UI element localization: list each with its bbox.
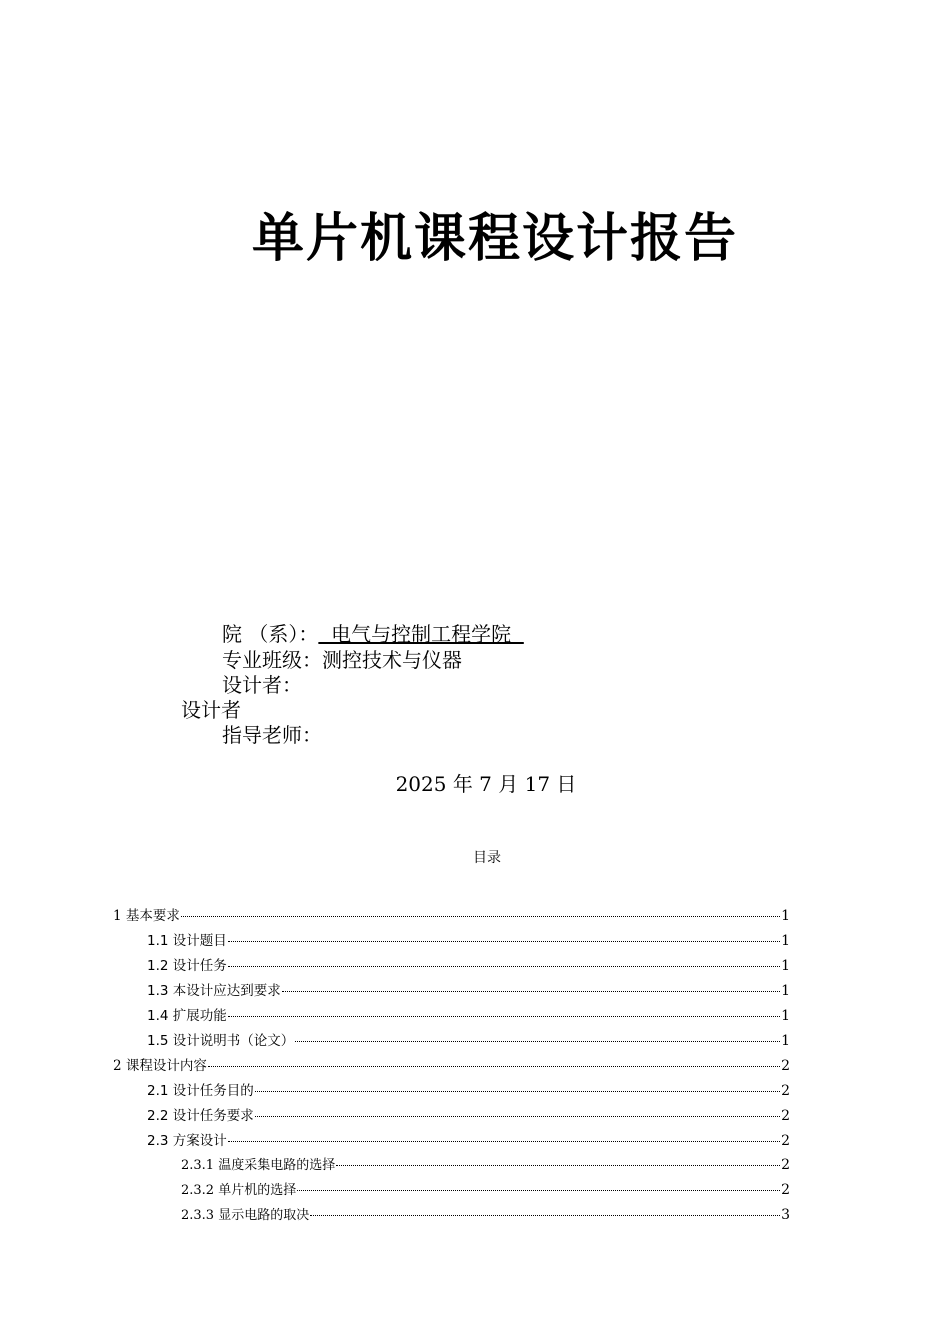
toc-entry[interactable] — [113, 1054, 790, 1079]
toc-entry[interactable] — [113, 904, 790, 929]
toc-entry-label: 2.3.2 单片机的选择 — [181, 1183, 297, 1198]
toc-entry-page: 2 — [781, 1182, 790, 1198]
toc-title: 目录 — [473, 850, 501, 866]
toc-entry-page: 2 — [781, 1108, 790, 1124]
toc-leader-dots — [310, 1215, 780, 1216]
toc-entry-label: 1.2 设计任务 — [147, 958, 227, 974]
toc-entry[interactable] — [113, 929, 790, 954]
department-line — [222, 621, 524, 647]
toc-entry[interactable] — [113, 1104, 790, 1129]
toc-entry-page: 1 — [781, 958, 790, 974]
toc-entry-page: 2 — [781, 1133, 790, 1149]
toc-leader-dots — [181, 916, 780, 917]
toc-entry-label: 2.2 设计任务要求 — [147, 1108, 254, 1124]
report-date: 2025 年 7 月 17 日 — [395, 772, 577, 796]
toc-entry[interactable] — [113, 954, 790, 979]
toc-entry[interactable] — [113, 1129, 790, 1154]
toc-entry-page: 1 — [781, 1033, 790, 1049]
toc-entry[interactable] — [113, 979, 790, 1004]
toc-entry[interactable] — [113, 1004, 790, 1029]
toc-entry[interactable] — [113, 1079, 790, 1104]
toc-entry-page: 2 — [781, 1058, 790, 1074]
toc-leader-dots — [228, 966, 780, 967]
toc-leader-dots — [255, 1116, 780, 1117]
toc-leader-dots — [336, 1165, 780, 1166]
toc-leader-dots — [295, 1041, 780, 1042]
advisor-label: 指导老师： — [222, 723, 322, 747]
toc-entry-label: 1.5 设计说明书（论文） — [147, 1033, 295, 1049]
major-line: 专业班级：测控技术与仪器 — [222, 648, 462, 672]
toc-entry-page: 1 — [781, 1008, 790, 1024]
department-label: 院 （系）： — [222, 622, 319, 646]
toc-entry-label: 2.3.1 温度采集电路的选择 — [181, 1158, 336, 1173]
toc-entry-page: 1 — [781, 983, 790, 999]
toc-leader-dots — [228, 1141, 780, 1142]
report-title: 单片机课程设计报告 — [251, 209, 738, 269]
toc-entry-label: 2.3.3 显示电路的取决 — [181, 1208, 310, 1223]
toc-entry-label: 2.3 方案设计 — [147, 1133, 227, 1149]
toc-leader-dots — [208, 1066, 780, 1067]
toc-leader-dots — [228, 1016, 780, 1017]
toc-entry-page: 2 — [781, 1083, 790, 1099]
toc-leader-dots — [228, 941, 780, 942]
toc-entry-page: 1 — [781, 908, 790, 924]
toc-entry-label: 2.1 设计任务目的 — [147, 1083, 254, 1099]
toc-leader-dots — [297, 1190, 780, 1191]
toc-entry-label: 1.4 扩展功能 — [147, 1008, 227, 1024]
toc-leader-dots — [282, 991, 780, 992]
designer-line-2: 设计者 — [181, 698, 241, 722]
department-value: 电气与控制工程学院 — [318, 622, 524, 646]
toc-entry-page: 3 — [781, 1207, 790, 1223]
toc-leader-dots — [255, 1091, 780, 1092]
toc-entry-label: 1.1 设计题目 — [147, 933, 227, 949]
toc-entry-page: 1 — [781, 933, 790, 949]
toc-entry-label: 2 课程设计内容 — [113, 1058, 207, 1074]
toc-entry-page: 2 — [781, 1157, 790, 1173]
toc-entry-label: 1 基本要求 — [113, 908, 180, 924]
toc-entry[interactable] — [113, 1029, 790, 1054]
table-of-contents — [113, 904, 790, 1229]
toc-entry[interactable] — [113, 1204, 790, 1229]
designer-label: 设计者： — [222, 673, 302, 697]
toc-entry[interactable] — [113, 1179, 790, 1204]
toc-entry[interactable] — [113, 1154, 790, 1179]
toc-entry-label: 1.3 本设计应达到要求 — [147, 983, 281, 999]
